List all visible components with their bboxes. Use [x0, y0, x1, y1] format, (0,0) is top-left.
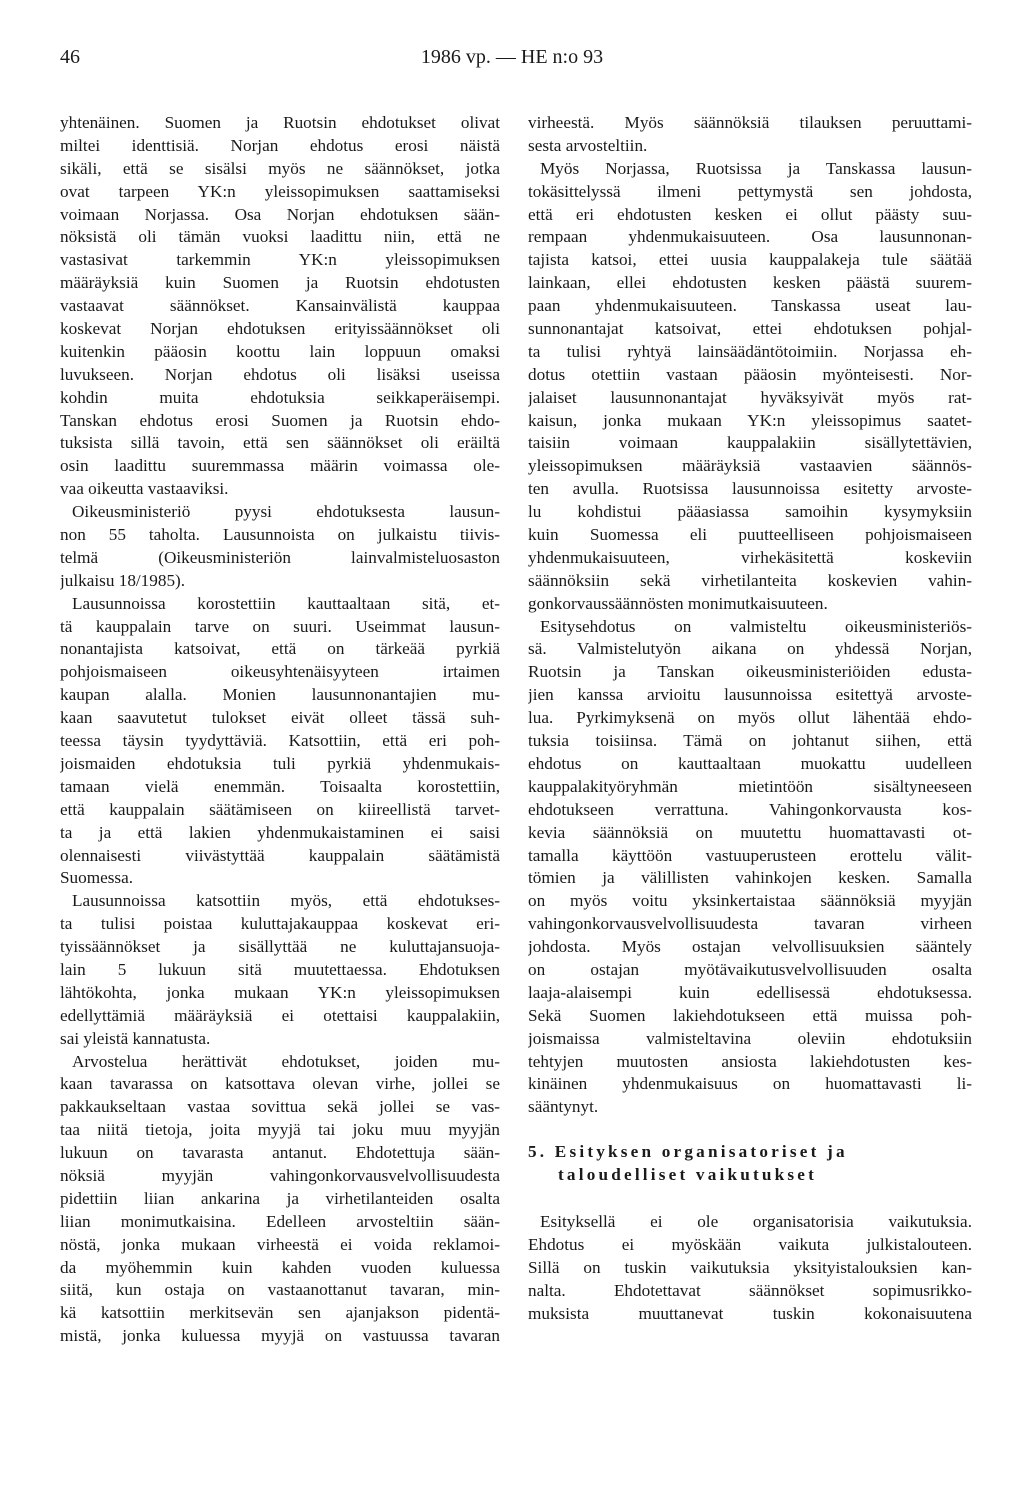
text-line: joismaissa valmisteltavina oleviin ehdotuksiin: [528, 1028, 972, 1048]
text-line: Lausunnoissa katsottiin myös, että ehdotukses-: [72, 891, 500, 911]
text-line: tömien ja välillisten vahinkojen kesken. Samalla: [528, 868, 972, 888]
text-line: sai yleistä kannatusta.: [60, 1028, 211, 1048]
text-line: nonantajista katsoivat, että on tärkeää pyrkiä: [60, 639, 500, 659]
text-line: teessa täysin tyydyttäviä. Katsottiin, että eri poh-: [60, 731, 500, 751]
text-line: tuksista sillä tavoin, että sen säännökset oli eräiltä: [60, 433, 500, 453]
text-line: sunnonantajat katsoivat, ettei ehdotuksen pohjal-: [528, 319, 972, 339]
text-line: Esityksellä ei ole organisatorisia vaikutuksia.: [540, 1211, 972, 1231]
text-line: johdosta. Myös ostajan velvollisuuksien sääntely: [528, 937, 972, 957]
text-line: voimaan Norjassa. Osa Norjan ehdotuksen sään-: [60, 204, 500, 224]
text-line: jien kanssa arvioitu lausunnoissa esitettyä arvoste-: [528, 685, 972, 705]
right-column: [528, 112, 972, 1325]
text-line: ten avulla. Ruotsissa lausunnoissa esitetty arvoste-: [528, 479, 972, 499]
text-line: tä kauppalain tarve on suuri. Useimmat lausun-: [60, 616, 500, 636]
text-line: Sekä Suomen lakiehdotukseen että muissa poh-: [528, 1005, 972, 1025]
text-line: julkaisu 18/1985).: [60, 570, 186, 590]
text-line: kinäinen yhdenmukaisuus on huomattavasti li-: [528, 1074, 972, 1094]
section-heading: [528, 1141, 972, 1187]
text-line: olennaisesti viivästyttää kauppalain säätämistä: [60, 845, 500, 865]
text-line: Ehdotus ei myöskään vaikuta julkistalouteen.: [528, 1234, 972, 1254]
text-line: säännöksiin sekä virhetilanteita koskevien vahin-: [528, 570, 972, 590]
text-line: mistä, jonka kuluessa myyjä on vastuussa tavaran: [60, 1326, 500, 1346]
text-line: non 55 taholta. Lausunnoista on julkaistu tiivis-: [60, 525, 500, 545]
text-line: nöksiä myyjän vahingonkorvausvelvollisuudesta: [60, 1165, 500, 1185]
text-line: on ostajan myötävaikutusvelvollisuuden osalta: [528, 959, 972, 979]
text-line: Esitysehdotus on valmisteltu oikeusministeriös-: [540, 616, 972, 636]
text-line: ovat tarpeen YK:n yleissopimuksen saattamiseksi: [60, 181, 500, 201]
text-line: virheestä. Myös säännöksiä tilauksen peruuttami-: [528, 113, 972, 132]
text-line: Ruotsin ja Tanskan oikeusministeriöiden edusta-: [528, 662, 972, 682]
running-title: 1986 vp. — HE n:o 93: [420, 46, 604, 68]
text-line: vastasivat tarkemmin YK:n yleissopimuksen: [60, 250, 500, 270]
text-line: lua. Pyrkimyksenä on myös ollut lähentää ehdo-: [528, 708, 972, 728]
text-line: kaan saavutetut tulokset eivät olleet tässä suh-: [60, 708, 500, 728]
text-line: että kauppalain säätämiseen on kiireellistä tarvet-: [60, 799, 500, 819]
text-line: osin laadittu suuremmassa määrin voimassa ole-: [60, 456, 500, 476]
text-line: ehdotukseen verrattuna. Vahingonkorvausta kos-: [528, 799, 972, 819]
text-line: paan yhdenmukaisuuteen. Tanskassa useat lau-: [528, 296, 972, 316]
left-column: [60, 112, 500, 1348]
text-line: lain 5 lukuun sitä muutettaessa. Ehdotuksen: [60, 959, 500, 979]
text-line: kaan tavarassa on katsottava olevan virhe, jollei se: [60, 1074, 500, 1094]
text-line: Arvostelua herättivät ehdotukset, joiden mu-: [72, 1051, 500, 1071]
text-line: kä katsottiin merkitsevän sen ajanjakson pidentä-: [60, 1303, 500, 1323]
text-line: ehdotus on kauttaaltaan muokattu uudelleen: [528, 753, 972, 773]
page-number: 46: [60, 46, 80, 68]
text-line: rempaan yhdenmukaisuuteen. Osa lausunnonan-: [528, 227, 972, 247]
text-line: pidettiin liian ankarina ja virhetilanteiden osalta: [60, 1188, 500, 1208]
section-heading-line-1: 5. Esityksen organisatoriset ja: [528, 1142, 848, 1162]
text-line: sikäli, että se sisälsi myös ne säännökset, jotka: [60, 158, 500, 178]
text-line: Suomessa.: [60, 868, 134, 888]
left-column-text: [60, 112, 500, 1348]
page-header: [0, 46, 1024, 76]
text-line: kaisun, jonka mukaan YK:n yleissopimus saatet-: [528, 410, 972, 430]
text-line: dotus otettiin vastaan pääosin myönteisesti. Nor-: [528, 364, 972, 384]
text-line: telmä (Oikeusministeriön lainvalmisteluosaston: [60, 547, 500, 567]
text-line: taa niitä tietoja, joita myyjä tai joku muu myyjän: [60, 1120, 500, 1140]
text-line: da myöhemmin kuin kahden vuoden kuluessa: [60, 1257, 500, 1277]
text-line: koskevat Norjan ehdotuksen erityissäännökset oli: [60, 319, 500, 339]
text-line: lu kohdistui pääasiassa samoihin kysymyksiin: [528, 502, 972, 522]
text-line: ta tulisi poistaa kuluttajakauppaa koskevat eri-: [60, 914, 500, 934]
text-line: miltei identtisiä. Norjan ehdotus erosi näistä: [60, 135, 500, 155]
text-line: muksista muuttanevat tuskin kokonaisuutena: [528, 1303, 972, 1323]
text-line: sesta arvosteltiin.: [528, 135, 648, 155]
text-line: vaa oikeutta vastaaviksi.: [60, 479, 229, 499]
text-line: joismaiden ehdotuksia tuli pyrkiä yhdenmukais-: [60, 753, 500, 773]
text-line: kohdin muita ehdotuksia seikkaperäisempi.: [60, 387, 500, 407]
text-line: taisiin voimaan kauppalakiin sisällytettävien,: [528, 433, 972, 453]
text-line: tajista katsoi, ettei uusia kauppalakeja tule säätää: [528, 250, 972, 270]
text-line: nöstä, jonka mukaan virheestä ei voida reklamoi-: [60, 1234, 500, 1254]
text-line: yleissopimuksen määräyksiä vastaavien säännös-: [528, 456, 972, 476]
text-line: nöksistä oli tämän vuoksi laadittu niin, että ne: [60, 227, 500, 247]
text-line: siitä, kun ostaja on vastaanottanut tavaran, min-: [60, 1280, 500, 1300]
text-line: tyissäännökset ja sisällyttää ne kuluttajansuoja-: [60, 937, 500, 957]
text-line: ta tulisi ryhtyä lainsäädäntötoimiin. Norjassa eh-: [528, 341, 972, 361]
text-line: jalaiset lausunnonantajat hyväksyivät myös rat-: [528, 387, 972, 407]
text-line: ta ja että lakien yhdenmukaistaminen ei saisi: [60, 822, 500, 842]
text-line: luvukseen. Norjan ehdotus oli lisäksi useissa: [60, 364, 500, 384]
right-column-text: [528, 112, 972, 1119]
text-line: lähtökohta, jonka mukaan YK:n yleissopimuksen: [60, 982, 500, 1002]
text-line: Myös Norjassa, Ruotsissa ja Tanskassa lausun-: [540, 158, 972, 178]
section-heading-line-2: taloudelliset vaikutukset: [558, 1165, 818, 1185]
text-line: tokäsittelyssä ilmeni pettymystä sen johdosta,: [528, 181, 972, 201]
text-line: kaupan alalla. Monien lausunnonantajien mu-: [60, 685, 500, 705]
text-line: tuksia toisiinsa. Tämä on johtanut siihen, että: [528, 731, 972, 751]
text-line: kuitenkin pääosin koottu lain loppuun omaksi: [60, 341, 500, 361]
text-line: määräyksiä kuin Suomen ja Ruotsin ehdotusten: [60, 273, 500, 293]
text-line: Oikeusministeriö pyysi ehdotuksesta lausun-: [72, 502, 500, 522]
text-line: laaja-alaisempi kuin edellisessä ehdotuksessa.: [528, 982, 972, 1002]
text-line: Sillä on tuskin vaikutuksia yksityistalouksien kan-: [528, 1257, 972, 1277]
text-line: kevia säännöksiä on muutettu huomattavasti ot-: [528, 822, 972, 842]
text-line: tehtyjen muutosten ansiosta lakiehdotusten kes-: [528, 1051, 972, 1071]
text-line: tamalla käyttöön vastuuperusteen erottelu välit-: [528, 845, 972, 865]
text-line: nalta. Ehdotettavat säännökset sopimusrikko-: [528, 1280, 972, 1300]
text-line: sääntynyt.: [528, 1097, 599, 1117]
text-line: tamaan vielä enemmän. Toisaalta korostettiin,: [60, 776, 500, 796]
text-line: pakkaukseltaan vastaa sovittua sekä jollei se vas-: [60, 1097, 500, 1117]
text-line: lukuun on tavarasta antanut. Ehdotettuja sään-: [60, 1143, 500, 1163]
text-line: sä. Valmistelutyön aikana on yhdessä Norjan,: [528, 639, 972, 659]
text-line: liian monimutkaisina. Edelleen arvosteltiin sään-: [60, 1211, 500, 1231]
text-line: kauppalakityöryhmän mietintöön sisältyneeseen: [528, 776, 972, 796]
text-line: Lausunnoissa korostettiin kauttaaltaan sitä, et-: [72, 593, 500, 613]
text-line: Tanskan ehdotus erosi Suomen ja Ruotsin ehdo-: [60, 410, 500, 430]
text-line: pohjoismaiseen oikeusyhtenäisyyteen irtaimen: [60, 662, 500, 682]
text-line: lainkaan, ellei ehdotusten kesken päästä suurem-: [528, 273, 972, 293]
text-line: edellyttämiä määräyksiä ei otettaisi kauppalakiin,: [60, 1005, 500, 1025]
text-line: että eri ehdotusten kesken ei ollut päästy suu-: [528, 204, 972, 224]
text-line: gonkorvaussäännösten monimutkaisuuteen.: [528, 593, 828, 613]
text-line: vahingonkorvausvelvollisuudesta tavaran virheen: [528, 914, 972, 934]
section-body-text: [528, 1211, 972, 1325]
text-line: on myös voitu yksinkertaistaa säännöksiä myyjän: [528, 891, 972, 911]
text-line: kuin Suomessa eli puutteelliseen pohjoismaiseen: [528, 525, 972, 545]
text-line: yhtenäinen. Suomen ja Ruotsin ehdotukset olivat: [60, 113, 500, 132]
text-line: yhdenmukaisuuteen, virhekäsitettä koskeviin: [528, 547, 972, 567]
text-line: vastaavat säännökset. Kansainvälistä kauppaa: [60, 296, 500, 316]
